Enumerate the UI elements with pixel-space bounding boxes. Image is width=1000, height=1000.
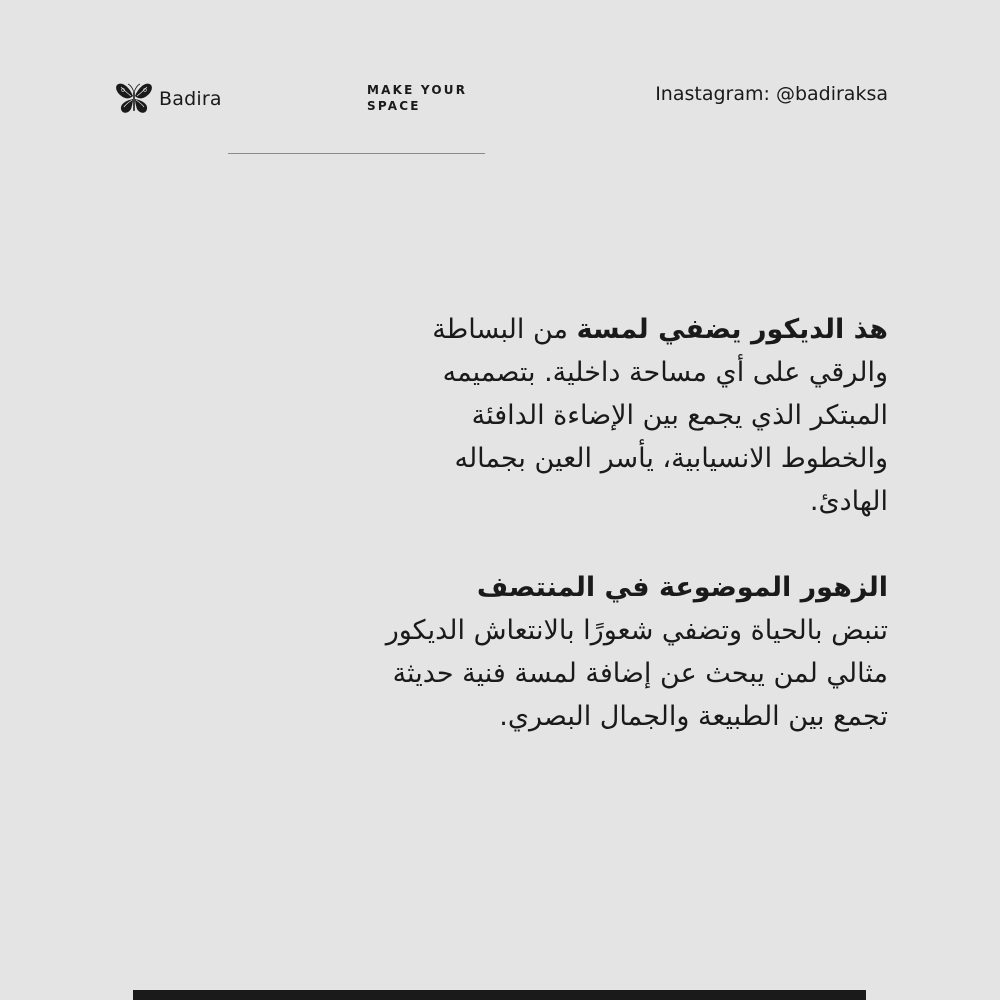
paragraph-flowers bbox=[288, 566, 888, 738]
paragraph-flowers-line-2: مثالي لمن يبحث عن إضافة لمسة فنية حديثة bbox=[392, 658, 888, 689]
bottom-bar bbox=[133, 990, 866, 1000]
tagline-line-2: SPACE bbox=[367, 99, 421, 113]
tagline-line-1: MAKE YOUR bbox=[367, 83, 468, 97]
brand-logo bbox=[115, 82, 222, 116]
intro-line-1-rest: من البساطة bbox=[432, 314, 577, 345]
paragraph-intro-line-4: والخطوط الانسيابية، يأسر العين بجماله bbox=[454, 443, 888, 474]
brand-name: Badira bbox=[159, 88, 222, 110]
header-divider bbox=[228, 153, 485, 154]
tagline bbox=[367, 82, 467, 114]
paragraph-intro-line-5: الهادئ. bbox=[809, 486, 888, 517]
paragraph-flowers-heading: الزهور الموضوعة في المنتصف bbox=[476, 572, 888, 603]
intro-bold-phrase: هذ الديكور يضفي لمسة bbox=[576, 314, 888, 345]
instagram-handle: Inastagram: @badiraksa bbox=[655, 83, 888, 105]
paragraph-intro-line-3: المبتكر الذي يجمع بين الإضاءة الدافئة bbox=[471, 400, 888, 431]
paragraph-flowers-line-1: تنبض بالحياة وتضفي شعورًا بالانتعاش الديكور bbox=[385, 615, 888, 646]
paragraph-intro-line-2: والرقي على أي مساحة داخلية. بتصميمه bbox=[442, 357, 888, 388]
paragraph-intro bbox=[288, 308, 888, 523]
butterfly-icon bbox=[115, 82, 153, 116]
description-text bbox=[288, 308, 888, 738]
paragraph-flowers-line-3: تجمع بين الطبيعة والجمال البصري. bbox=[499, 701, 888, 732]
paragraph-intro-line-1 bbox=[288, 308, 888, 351]
